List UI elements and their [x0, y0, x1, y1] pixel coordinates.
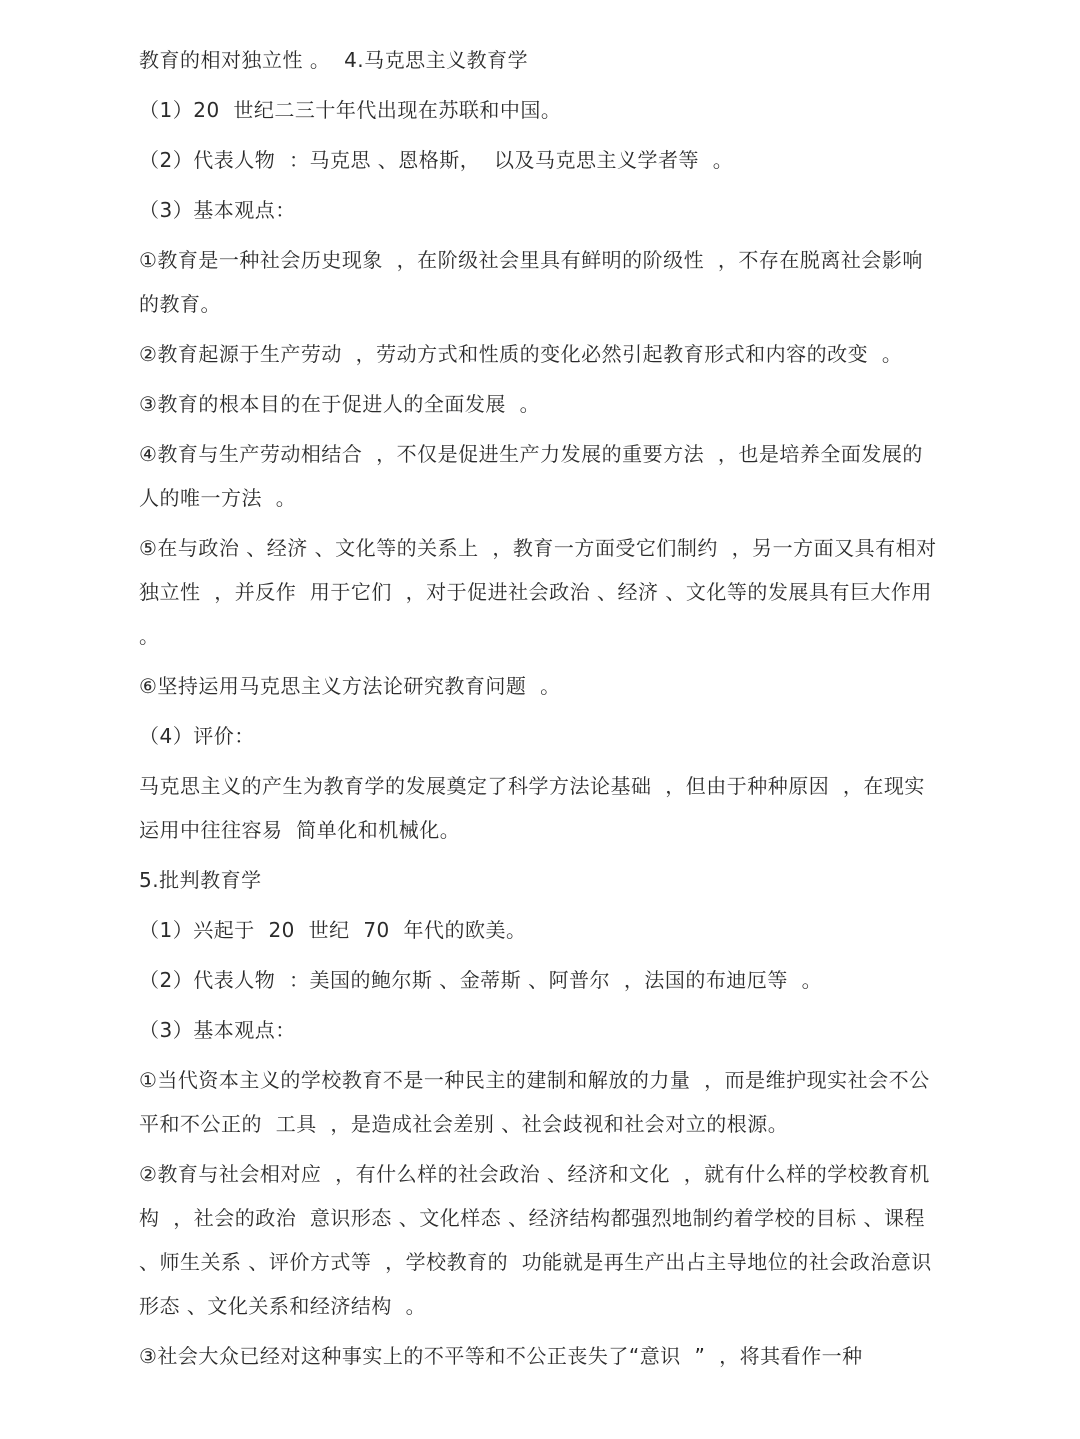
text-line: 教育的相对独立性 。 4.马克思主义教育学	[139, 48, 529, 72]
text-line: （4）评价：	[139, 724, 255, 748]
text-line: （2）代表人物 ：马克思 、恩格斯， 以及马克思主义学者等 。	[139, 148, 734, 172]
text-line: ②教育与社会相对应 ，有什么样的社会政治 、经济和文化 ，就有什么样的学校教育机构 ，社会的政治 意识形态 、文化样态 、经济结构都强烈地制约着学校的目标 、课程 、师生关系 、评价方式等 ，学校教育的 功能就是再生产出占主导地位的社会政治意识形态 、文化关系和经济结构 。	[139, 1162, 932, 1318]
text-line: 马克思主义的产生为教育学的发展奠定了科学方法论基础 ，但由于种种原因 ，在现实运用中往往容易 简单化和机械化。	[139, 774, 925, 842]
text-line: ②教育起源于生产劳动 ，劳动方式和性质的变化必然引起教育形式和内容的改变 。	[139, 342, 903, 366]
document-page	[139, 38, 946, 1384]
section-heading: 5.批判教育学	[139, 868, 262, 892]
text-line: ③教育的根本目的在于促进人的全面发展 。	[139, 392, 541, 416]
text-line: ③社会大众已经对这种事实上的不平等和不公正丧失了“意识 ” ，将其看作一种	[139, 1344, 863, 1368]
text-line: ⑤在与政治 、经济 、文化等的关系上 ，教育一方面受它们制约 ，另一方面又具有相对独立性 ，并反作 用于它们 ，对于促进社会政治 、经济 、文化等的发展具有巨大作用 。	[139, 536, 946, 648]
text-line: ⑥坚持运用马克思主义方法论研究教育问题 。	[139, 674, 561, 698]
text-line: （2）代表人物 ：美国的鲍尔斯 、金蒂斯 、阿普尔 ，法国的布迪厄等 。	[139, 968, 823, 992]
text-line: ④教育与生产劳动相结合 ，不仅是促进生产力发展的重要方法 ，也是培养全面发展的人的唯一方法 。	[139, 442, 923, 510]
text-line: ①当代资本主义的学校教育不是一种民主的建制和解放的力量 ，而是维护现实社会不公平和不公正的 工具 ，是造成社会差别 、社会歧视和社会对立的根源。	[139, 1068, 930, 1136]
text-line: （3）基本观点：	[139, 1018, 296, 1042]
text-line: （1）兴起于 20 世纪 70 年代的欧美。	[139, 918, 527, 942]
text-line: （1）20 世纪二三十年代出现在苏联和中国。	[139, 98, 562, 122]
text-line: （3）基本观点：	[139, 198, 296, 222]
text-line: ①教育是一种社会历史现象 ，在阶级社会里具有鲜明的阶级性 ，不存在脱离社会影响的教育。	[139, 248, 923, 316]
